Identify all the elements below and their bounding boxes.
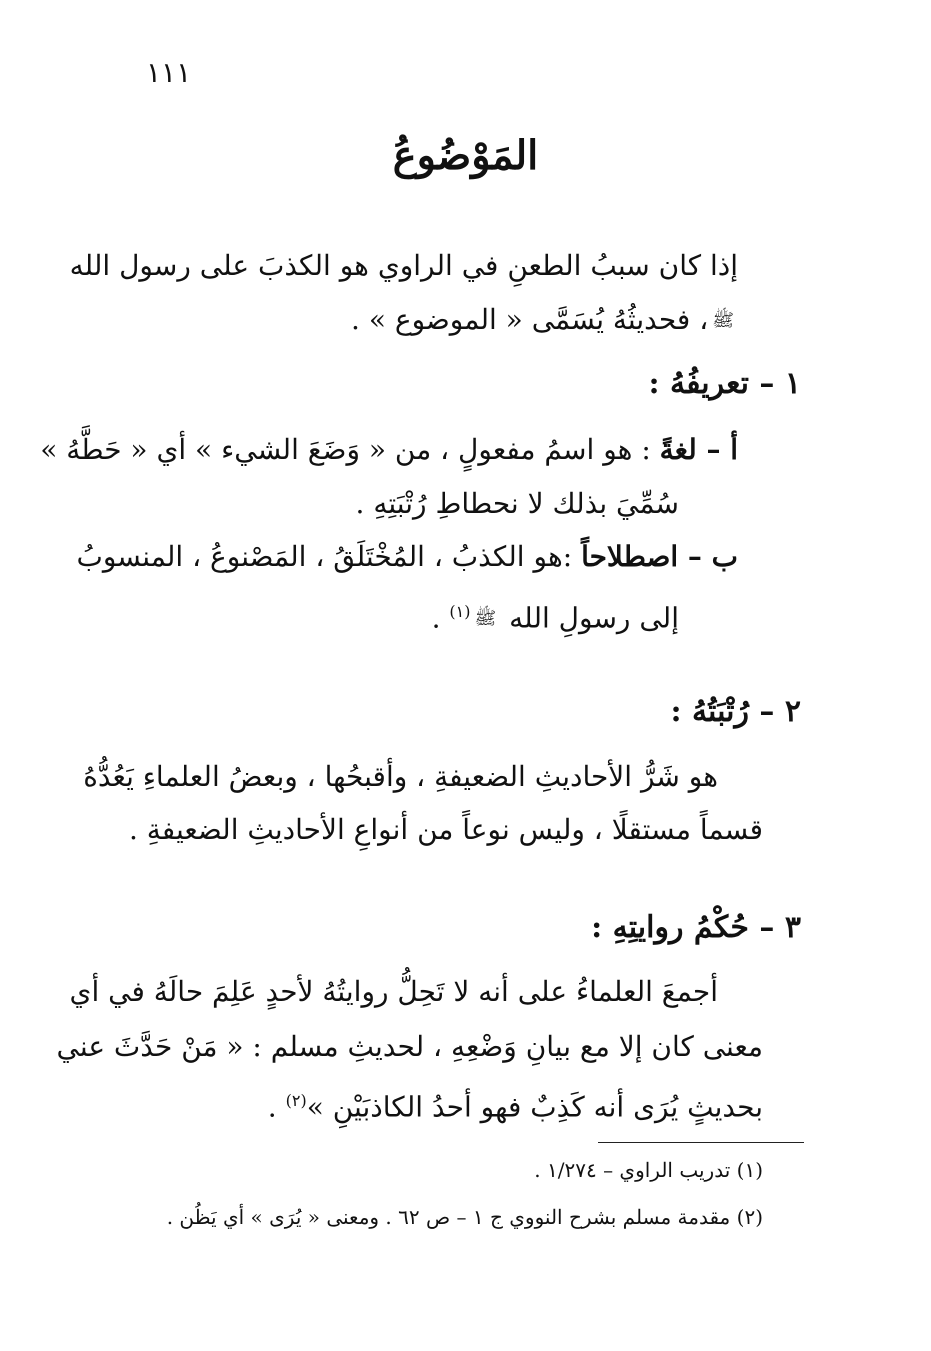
section-3-line-3 <box>268 1081 763 1127</box>
section-1-a-line-1 <box>40 430 738 470</box>
section-3-line-1: أجمعَ العلماءُ على أنه لا تَحِلُّ روايتُهُ لأحدٍ عَلِمَ حالَهُ في أي <box>69 975 718 1008</box>
section-3-line-3-end: . <box>267 1090 277 1124</box>
footnote-2: (٢) مقدمة مسلم بشرح النووي ج ١ – ص ٦٢ . ومعنى « يُرَى » أي يَظُن . <box>166 1205 763 1229</box>
section-1-a-text: : هو اسمُ مفعولٍ ، من « وَضَعَ الشيء » أي « حَطَّهُ » <box>40 433 651 466</box>
section-1-heading: ١ – تعريفُهُ : <box>648 366 801 401</box>
section-1-b-text: :هو الكذبُ ، المُخْتَلَقُ ، المَصْنوعُ ، المنسوبُ <box>76 540 573 573</box>
page-number: ١١١ <box>146 56 192 89</box>
section-2-line-2: قسماً مستقلًا ، وليس نوعاً من أنواعِ الأحاديثِ الضعيفةِ . <box>128 813 763 846</box>
salutation-icon: ﷺ <box>474 608 497 630</box>
intro-line-2 <box>351 300 738 344</box>
section-1-a-line-2: سُمِّيَ بذلك لا نحطاطِ رُتْبَتِهِ . <box>355 487 679 520</box>
section-1-b-line-2-text: إلى رسولِ الله <box>509 601 679 635</box>
intro-line-2-text: ، فحديثُهُ يُسَمَّى « الموضوع » . <box>351 303 709 336</box>
footnote-divider <box>598 1142 804 1143</box>
section-3-line-2: معنى كان إلا مع بيانِ وَضْعِهِ ، لحديثِ مسلم : « مَنْ حَدَّثَ عني <box>56 1030 763 1063</box>
section-1-a-label: أ – لغةً <box>659 433 738 466</box>
section-3-heading: ٣ – حُكْمُ روايتِهِ : <box>591 910 801 945</box>
section-1-b-end: . <box>431 601 441 635</box>
page-title: المَوْضُوعُ <box>392 132 539 179</box>
salutation-icon: ﷺ <box>712 310 734 331</box>
intro-line-1: إذا كان سببُ الطعنِ في الراوي هو الكذبَ على رسول الله <box>69 249 738 282</box>
section-2-heading: ٢ – رُتْبَتُهُ : <box>670 694 801 729</box>
footnote-1: (١) تدريب الراوي – ١/٢٧٤ . <box>534 1158 763 1182</box>
footnote-ref-2: (٢) <box>285 1091 307 1110</box>
section-1-b-label: ب – اصطلاحاً <box>581 540 738 573</box>
section-1-b-line-2 <box>432 592 679 642</box>
section-1-b-line-1 <box>76 537 738 577</box>
section-2-line-1: هو شَرُّ الأحاديثِ الضعيفةِ ، وأقبحُها ، وبعضُ العلماءِ يَعُدُّهُ <box>83 760 718 793</box>
section-3-line-3-text: بحديثٍ يُرَى أنه كَذِبٌ فهو أحدُ الكاذبَيْنِ » <box>306 1090 763 1124</box>
footnote-ref-1: (١) <box>449 602 471 621</box>
